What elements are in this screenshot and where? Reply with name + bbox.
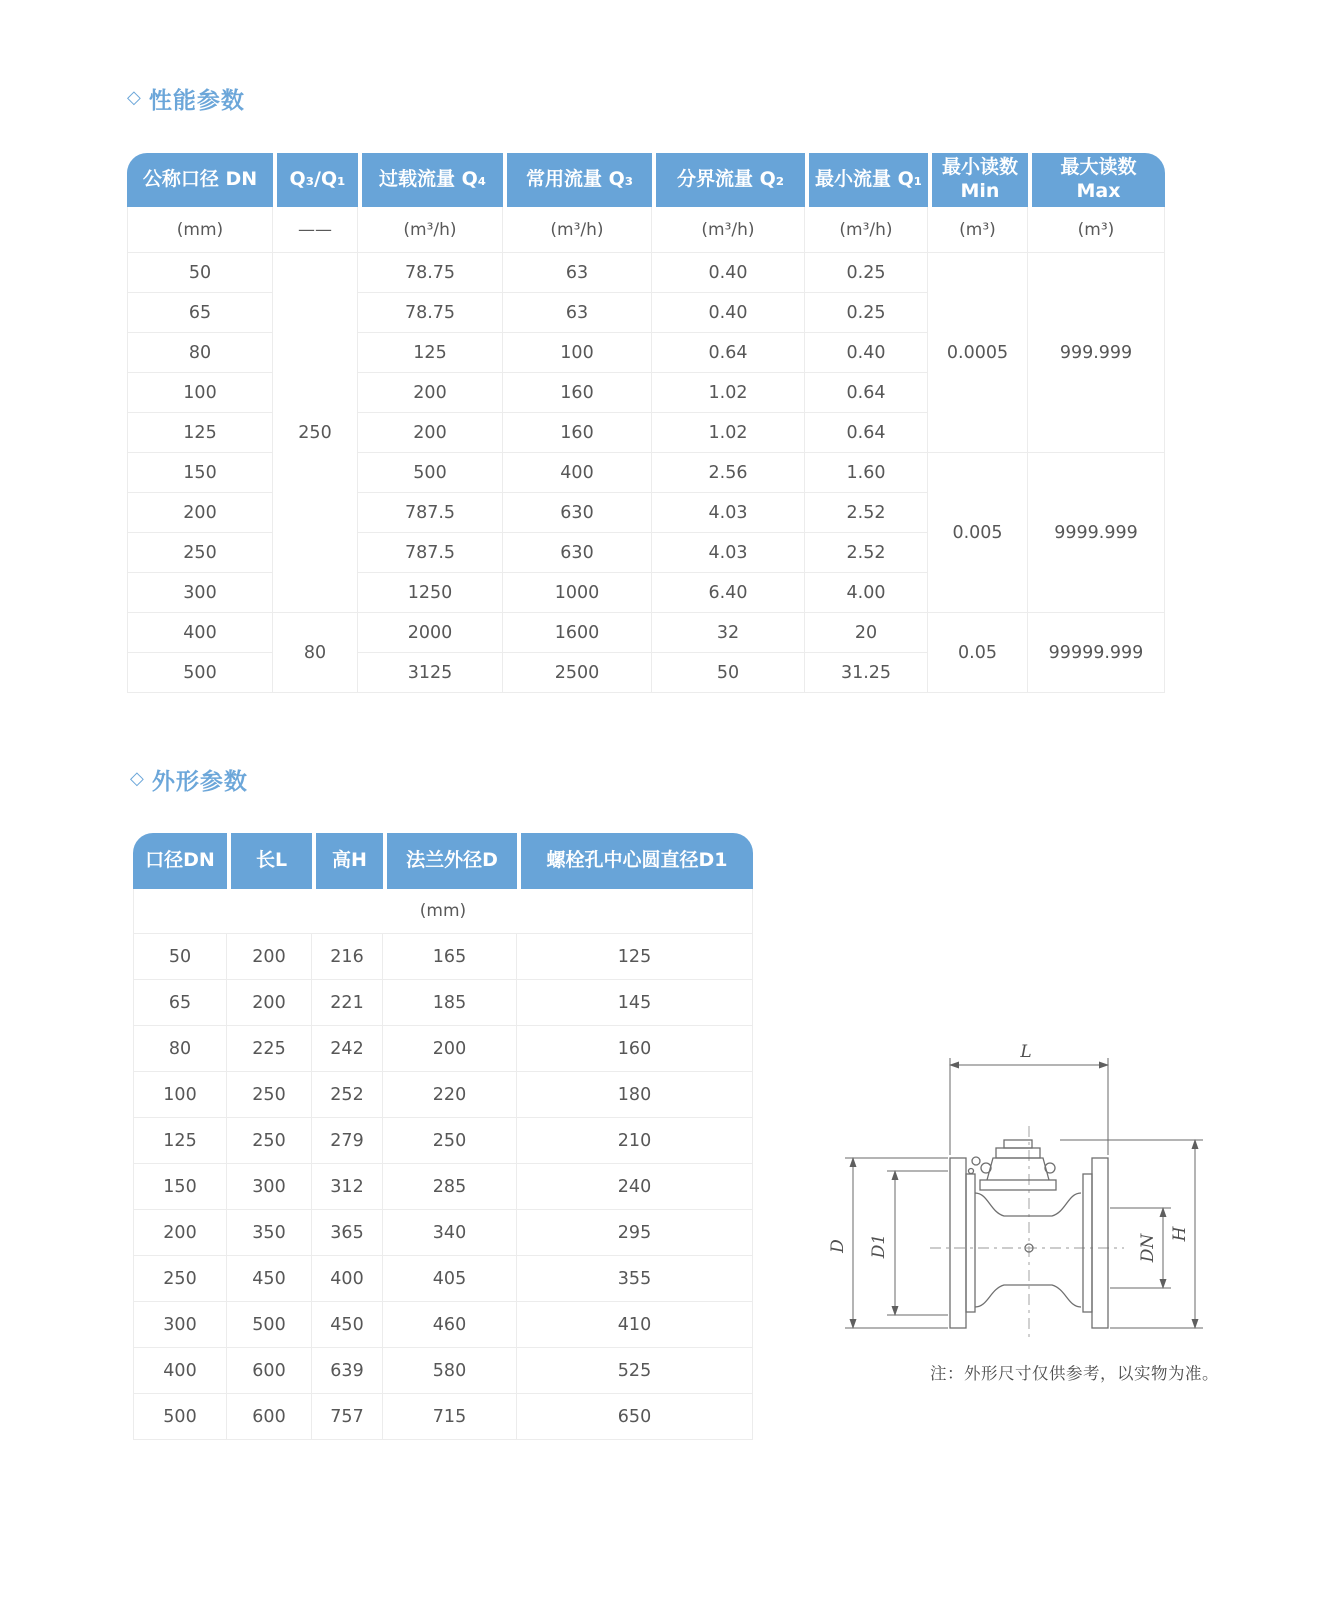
- table-cell: 100: [503, 333, 652, 373]
- table-cell: 300: [133, 1302, 227, 1348]
- table-cell: (m³/h): [652, 207, 805, 253]
- table-cell: (m³/h): [358, 207, 503, 253]
- table-cell: 160: [503, 413, 652, 453]
- table-cell: 500: [127, 653, 273, 693]
- table-row: [133, 980, 753, 1026]
- table-cell: 355: [517, 1256, 753, 1302]
- table-cell: 787.5: [358, 493, 503, 533]
- table-cell: 639: [312, 1348, 383, 1394]
- column-header: 法兰外径D: [383, 833, 517, 889]
- table-cell: 630: [503, 533, 652, 573]
- table-cell: 9999.999: [1028, 453, 1165, 613]
- table-cell: 185: [383, 980, 517, 1026]
- units-row: [127, 207, 1165, 253]
- body-bottom-contour: [975, 1285, 1081, 1307]
- table-cell: 2000: [358, 613, 503, 653]
- page-title: 性能参数: [148, 88, 245, 114]
- table-cell: 295: [517, 1210, 753, 1256]
- table-cell: 125: [517, 934, 753, 980]
- column-header: 常用流量 Q₃: [503, 153, 652, 207]
- table-cell: 0.05: [928, 613, 1028, 693]
- table-cell: 787.5: [358, 533, 503, 573]
- table-cell: 300: [227, 1164, 312, 1210]
- column-header: 分界流量 Q₂: [652, 153, 805, 207]
- table-row: [127, 613, 1165, 653]
- table-cell: 400: [312, 1256, 383, 1302]
- table-cell: 240: [517, 1164, 753, 1210]
- table-cell: 600: [227, 1394, 312, 1440]
- table-cell: 4.00: [805, 573, 928, 613]
- dim-label-d1: D1: [869, 1233, 889, 1259]
- table-row: [133, 1026, 753, 1072]
- column-header: 口径DN: [133, 833, 227, 889]
- table-cell: 6.40: [652, 573, 805, 613]
- table-cell: 300: [127, 573, 273, 613]
- table-cell: 0.25: [805, 293, 928, 333]
- table-cell: 250: [133, 1256, 227, 1302]
- table-cell: 350: [227, 1210, 312, 1256]
- table-cell: (m³): [928, 207, 1028, 253]
- table-cell: 500: [227, 1302, 312, 1348]
- table-cell: 200: [358, 413, 503, 453]
- diamond-icon: ◇: [127, 87, 142, 108]
- table-cell: 125: [358, 333, 503, 373]
- table-cell: 4.03: [652, 533, 805, 573]
- performance-table: [127, 153, 1165, 693]
- table-cell: 180: [517, 1072, 753, 1118]
- table-cell: 0.40: [652, 293, 805, 333]
- dimensions-table: [133, 833, 753, 1440]
- table-cell: 150: [133, 1164, 227, 1210]
- table-cell: 0.64: [805, 413, 928, 453]
- table-cell: 580: [383, 1348, 517, 1394]
- table-row: [127, 253, 1165, 293]
- dim-label-dn: DN: [1138, 1233, 1158, 1263]
- table-cell: 0.0005: [928, 253, 1028, 453]
- header-row: [127, 153, 1165, 207]
- dim-label-d: D: [828, 1239, 848, 1253]
- table-cell: 279: [312, 1118, 383, 1164]
- table-cell: 0.25: [805, 253, 928, 293]
- register-cap: [1004, 1140, 1032, 1148]
- table-cell: (mm): [133, 889, 753, 934]
- body-top-contour: [975, 1193, 1081, 1216]
- table-cell: 0.40: [805, 333, 928, 373]
- table-cell: 600: [227, 1348, 312, 1394]
- table-cell: 999.999: [1028, 253, 1165, 453]
- dimension-DN: [1110, 1208, 1171, 1288]
- table-cell: 2.52: [805, 533, 928, 573]
- table-cell: 0.64: [652, 333, 805, 373]
- diamond-icon: ◇: [130, 768, 145, 789]
- table-cell: 65: [133, 980, 227, 1026]
- table-cell: 200: [227, 934, 312, 980]
- column-header: 长L: [227, 833, 312, 889]
- table-cell: 50: [652, 653, 805, 693]
- table-cell: 4.03: [652, 493, 805, 533]
- table-cell: 210: [517, 1118, 753, 1164]
- table-cell: 78.75: [358, 253, 503, 293]
- table-cell: 1.60: [805, 453, 928, 493]
- perf-section-title: [127, 82, 245, 115]
- table-cell: 160: [503, 373, 652, 413]
- table-cell: 250: [227, 1118, 312, 1164]
- table-cell: 400: [503, 453, 652, 493]
- table-cell: 1000: [503, 573, 652, 613]
- meter-outline-drawing: [810, 1028, 1240, 1358]
- table-cell: 340: [383, 1210, 517, 1256]
- table-row: [133, 1394, 753, 1440]
- table-cell: 400: [133, 1348, 227, 1394]
- table-row: [133, 1256, 753, 1302]
- table-cell: 20: [805, 613, 928, 653]
- table-cell: 80: [273, 613, 358, 693]
- header-row: [133, 833, 753, 889]
- table-cell: 250: [227, 1072, 312, 1118]
- table-cell: 63: [503, 293, 652, 333]
- table-cell: 63: [503, 253, 652, 293]
- table-cell: 145: [517, 980, 753, 1026]
- table-cell: (m³): [1028, 207, 1165, 253]
- table-cell: 1.02: [652, 373, 805, 413]
- table-cell: 200: [383, 1026, 517, 1072]
- dim-label-l: L: [1020, 1042, 1032, 1062]
- table-cell: 0.005: [928, 453, 1028, 613]
- table-row: [133, 934, 753, 980]
- table-cell: 200: [133, 1210, 227, 1256]
- table-cell: 242: [312, 1026, 383, 1072]
- table-cell: 525: [517, 1348, 753, 1394]
- left-flange-hub: [966, 1174, 975, 1312]
- table-row: [133, 1164, 753, 1210]
- table-cell: 50: [127, 253, 273, 293]
- right-flange: [1092, 1158, 1108, 1328]
- table-cell: 715: [383, 1394, 517, 1440]
- seal-wire: [969, 1169, 974, 1174]
- table-cell: 50: [133, 934, 227, 980]
- drawing-note: 注：外形尺寸仅供参考，以实物为准。: [930, 1364, 1219, 1383]
- table-cell: 0.40: [652, 253, 805, 293]
- table-cell: (m³/h): [805, 207, 928, 253]
- table-cell: 200: [127, 493, 273, 533]
- column-header: 最大读数 Max: [1028, 153, 1165, 207]
- table-cell: 2.52: [805, 493, 928, 533]
- page-title: 外形参数: [151, 769, 248, 795]
- table-cell: 2.56: [652, 453, 805, 493]
- table-cell: 450: [312, 1302, 383, 1348]
- table-cell: 312: [312, 1164, 383, 1210]
- table-cell: 460: [383, 1302, 517, 1348]
- table-row: [133, 1210, 753, 1256]
- column-header: 公称口径 DN: [127, 153, 273, 207]
- head-dome: [987, 1158, 1049, 1180]
- table-cell: 1250: [358, 573, 503, 613]
- table-cell: 100: [127, 373, 273, 413]
- table-cell: 500: [133, 1394, 227, 1440]
- table-cell: 80: [127, 333, 273, 373]
- dims-section-title: [130, 763, 248, 796]
- table-row: [133, 1118, 753, 1164]
- table-cell: 200: [227, 980, 312, 1026]
- column-header: 螺栓孔中心圆直径D1: [517, 833, 753, 889]
- column-header: 最小流量 Q₁: [805, 153, 928, 207]
- table-cell: 250: [127, 533, 273, 573]
- table-cell: 221: [312, 980, 383, 1026]
- table-cell: 165: [383, 934, 517, 980]
- table-cell: 0.64: [805, 373, 928, 413]
- table-cell: 630: [503, 493, 652, 533]
- table-cell: 150: [127, 453, 273, 493]
- table-cell: 32: [652, 613, 805, 653]
- column-header: 最小读数 Min: [928, 153, 1028, 207]
- seal-ring: [972, 1157, 980, 1165]
- table-cell: 285: [383, 1164, 517, 1210]
- table-cell: 216: [312, 934, 383, 980]
- table-cell: 78.75: [358, 293, 503, 333]
- table-cell: (mm): [127, 207, 273, 253]
- table-cell: 410: [517, 1302, 753, 1348]
- left-flange: [950, 1158, 966, 1328]
- dimension-D1: [869, 1171, 948, 1315]
- table-cell: 1600: [503, 613, 652, 653]
- dimension-L: [950, 1042, 1108, 1155]
- table-cell: 450: [227, 1256, 312, 1302]
- left-bolt: [981, 1163, 991, 1173]
- register-collar: [996, 1148, 1040, 1158]
- units-row: [133, 889, 753, 934]
- table-cell: 650: [517, 1394, 753, 1440]
- table-cell: 2500: [503, 653, 652, 693]
- table-row: [133, 1072, 753, 1118]
- table-cell: 250: [383, 1118, 517, 1164]
- right-flange-hub: [1083, 1174, 1092, 1312]
- dim-label-h: H: [1170, 1226, 1190, 1242]
- table-cell: ——: [273, 207, 358, 253]
- table-row: [133, 1302, 753, 1348]
- table-cell: 99999.999: [1028, 613, 1165, 693]
- right-bolt: [1045, 1163, 1055, 1173]
- table-cell: 220: [383, 1072, 517, 1118]
- table-cell: 400: [127, 613, 273, 653]
- table-cell: 200: [358, 373, 503, 413]
- table-cell: 31.25: [805, 653, 928, 693]
- dimension-H: [1060, 1140, 1203, 1328]
- column-header: 高H: [312, 833, 383, 889]
- table-cell: 1.02: [652, 413, 805, 453]
- table-cell: 365: [312, 1210, 383, 1256]
- table-cell: 160: [517, 1026, 753, 1072]
- table-cell: 125: [133, 1118, 227, 1164]
- head-base-plate: [980, 1180, 1056, 1190]
- table-cell: (m³/h): [503, 207, 652, 253]
- table-cell: 225: [227, 1026, 312, 1072]
- table-cell: 250: [273, 253, 358, 613]
- table-cell: 500: [358, 453, 503, 493]
- table-cell: 80: [133, 1026, 227, 1072]
- table-cell: 65: [127, 293, 273, 333]
- table-cell: 252: [312, 1072, 383, 1118]
- table-cell: 125: [127, 413, 273, 453]
- table-row: [133, 1348, 753, 1394]
- column-header: 过载流量 Q₄: [358, 153, 503, 207]
- table-cell: 3125: [358, 653, 503, 693]
- table-cell: 757: [312, 1394, 383, 1440]
- table-cell: 405: [383, 1256, 517, 1302]
- column-header: Q₃/Q₁: [273, 153, 358, 207]
- table-cell: 100: [133, 1072, 227, 1118]
